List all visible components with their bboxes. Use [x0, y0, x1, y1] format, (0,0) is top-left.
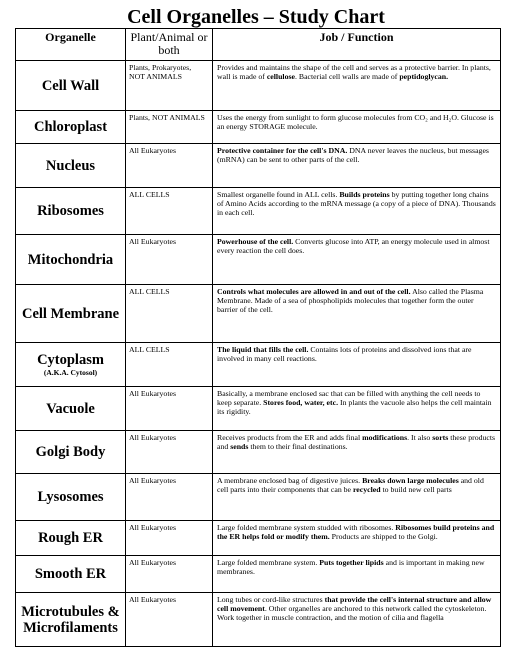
table-row — [16, 431, 501, 474]
job-text: A membrane enclosed bag of digestive juices. — [217, 476, 363, 485]
job-text: and is important in making new membranes. — [217, 558, 485, 576]
job-function-cell — [213, 556, 501, 593]
job-text-bold: Breaks down large molecules — [362, 476, 459, 485]
organelle-name-cell — [16, 593, 126, 647]
organelle-name: Golgi Body — [35, 444, 106, 460]
job-text: In plants the vacuole also helps the cell maintain its rigidity. — [217, 398, 492, 416]
job-text-bold: peptidoglycan. — [399, 72, 449, 81]
job-text: Long tubes or cord-like structures — [217, 595, 325, 604]
organelle-name: Nucleus — [45, 157, 96, 174]
job-text: Basically, a membrane enclosed sac that can be filled with anything the cell needs to keep separate. — [217, 389, 481, 407]
plant-animal-cell: All Eukaryotes — [126, 474, 213, 521]
job-text-bold: Ribosomes build proteins and the ER helps fold or modify them. — [217, 523, 495, 541]
organelle-name-cell — [16, 235, 126, 285]
table-row — [16, 474, 501, 521]
job-text-bold: The liquid that fills the cell. — [217, 345, 309, 354]
table-row — [16, 343, 501, 387]
job-text: . It also — [407, 433, 433, 442]
table-row — [16, 387, 501, 431]
job-text: Smallest organelle found in ALL cells. — [217, 190, 340, 199]
job-text: by putting together long chains of Amino Acids according to the mRNA message (a copy of a piece of DNA). Thousands in each cell. — [217, 190, 496, 217]
organelle-name: Chloroplast — [33, 119, 108, 135]
organelle-name-cell — [16, 144, 126, 188]
job-text-bold: Protective container for the cell's DNA. — [217, 146, 348, 155]
job-text: Products are shipped to the Golgi. — [329, 532, 438, 541]
job-text: DNA never leaves the nucleus, but messages (mRNA) can be sent to other parts of the cell. — [217, 146, 489, 164]
job-text-bold: Powerhouse of the cell. — [217, 237, 294, 246]
job-function-cell — [213, 474, 501, 521]
job-text-bold: Builds proteins — [339, 190, 390, 199]
organelle-name-cell — [16, 61, 126, 111]
page-title: Cell Organelles – Study Chart — [127, 6, 385, 28]
table-row — [16, 556, 501, 593]
table-row — [16, 285, 501, 343]
organelle-name-cell — [16, 521, 126, 556]
plant-animal-cell: ALL CELLS — [126, 343, 213, 387]
plant-animal-cell: ALL CELLS — [126, 188, 213, 235]
table-row — [16, 235, 501, 285]
organelle-name: Cell Membrane — [21, 305, 120, 322]
job-function-cell — [213, 235, 501, 285]
header-organelle: Organelle — [16, 29, 126, 61]
organelle-name-cell — [16, 111, 126, 144]
header-row — [16, 29, 501, 61]
job-text: Large folded membrane system. — [217, 558, 320, 567]
organelle-name-cell — [16, 556, 126, 593]
job-text: Receives products from the ER and adds final — [217, 433, 363, 442]
job-function-cell — [213, 111, 501, 144]
job-function-cell — [213, 521, 501, 556]
plant-animal-cell: All Eukaryotes — [126, 556, 213, 593]
table-body — [16, 61, 501, 647]
organelle-alias: (A.K.A. Cytosol) — [43, 368, 98, 377]
organelle-name: Rough ER — [38, 530, 103, 546]
plant-animal-cell: All Eukaryotes — [126, 593, 213, 647]
job-text-bold: cellulose — [266, 72, 295, 81]
job-text: Contains lots of proteins and dissolved ions that are involved in many cell reactions. — [217, 345, 472, 363]
plant-animal-cell: ALL CELLS — [126, 285, 213, 343]
organelle-table — [15, 28, 501, 647]
table-row — [16, 111, 501, 144]
job-function-cell — [213, 188, 501, 235]
job-function-cell — [213, 593, 501, 647]
job-function-cell — [213, 343, 501, 387]
table-row — [16, 188, 501, 235]
organelle-name: Microtubules & Microfilaments — [21, 603, 120, 636]
job-function-cell — [213, 61, 501, 111]
plant-animal-cell: All Eukaryotes — [126, 144, 213, 188]
organelle-name-cell — [16, 343, 126, 387]
job-text: . Other organelles are anchored to this network called the cytoskeleton. Work together in muscle contraction, and the motion of cilia and flagella — [217, 604, 487, 622]
organelle-name-cell — [16, 285, 126, 343]
job-text: Provides and maintains the shape of the cell and serves as a protective barrier. In plants, wall is made of — [217, 63, 491, 81]
job-function-cell — [213, 144, 501, 188]
table-row — [16, 61, 501, 111]
organelle-name-cell — [16, 387, 126, 431]
job-text: Also called the Plasma Membrane. Made of a sea of phospholipids molecules that together form the outer barrier of the cell. — [217, 287, 484, 314]
organelle-name-cell — [16, 431, 126, 474]
job-function-cell — [213, 431, 501, 474]
organelle-name: Vacuole — [46, 400, 95, 417]
job-text-bold: that provide the cell's internal structure and allow cell movement — [217, 595, 492, 613]
job-text-bold: Stores food, water, etc. — [263, 398, 339, 407]
job-text-bold: modifications — [362, 433, 408, 442]
organelle-name: Cell Wall — [41, 77, 100, 94]
organelle-name-cell — [16, 474, 126, 521]
organelle-name: Cytoplasm — [37, 352, 104, 368]
job-text: and old cell parts into their components that can be — [217, 476, 484, 494]
table-row — [16, 593, 501, 647]
organelle-name: Lysosomes — [37, 489, 104, 505]
job-text: these products and — [217, 433, 496, 451]
job-text: to build new cell parts — [380, 485, 452, 494]
header-plant-animal: Plant/Animal or both — [126, 29, 213, 61]
plant-animal-cell: All Eukaryotes — [126, 235, 213, 285]
plant-animal-cell: Plants, NOT ANIMALS — [126, 111, 213, 144]
organelle-name: Smooth ER — [34, 566, 107, 582]
job-text-bold: sends — [230, 442, 249, 451]
table-row — [16, 521, 501, 556]
plant-animal-cell: All Eukaryotes — [126, 521, 213, 556]
organelle-name: Ribosomes — [37, 203, 104, 219]
plant-animal-cell: All Eukaryotes — [126, 431, 213, 474]
table-row — [16, 144, 501, 188]
job-text-bold: sorts — [432, 433, 449, 442]
header-job: Job / Function — [213, 29, 501, 61]
job-function-cell — [213, 285, 501, 343]
organelle-name-cell — [16, 188, 126, 235]
plant-animal-cell: All Eukaryotes — [126, 387, 213, 431]
plant-animal-cell: Plants, Prokaryotes, NOT ANIMALS — [126, 61, 213, 111]
job-text-bold: Controls what molecules are allowed in and out of the cell. — [217, 287, 411, 296]
job-function-cell — [213, 387, 501, 431]
job-text: Uses the energy from sunlight to form glucose molecules from CO₂ and H₂O. Glucose is an energy STORAGE molecule. — [217, 113, 494, 131]
job-text: Large folded membrane system studded with ribosomes. — [217, 523, 396, 532]
job-text-bold: Puts together lipids — [319, 558, 384, 567]
job-text-bold: recycled — [352, 485, 381, 494]
job-text: them to their final destinations. — [248, 442, 348, 451]
job-text: Converts glucose into ATP, an energy molecule used in almost every reaction the cell does. — [217, 237, 490, 255]
job-text: . Bacterial cell walls are made of — [294, 72, 400, 81]
organelle-name: Mitochondria — [27, 251, 114, 268]
